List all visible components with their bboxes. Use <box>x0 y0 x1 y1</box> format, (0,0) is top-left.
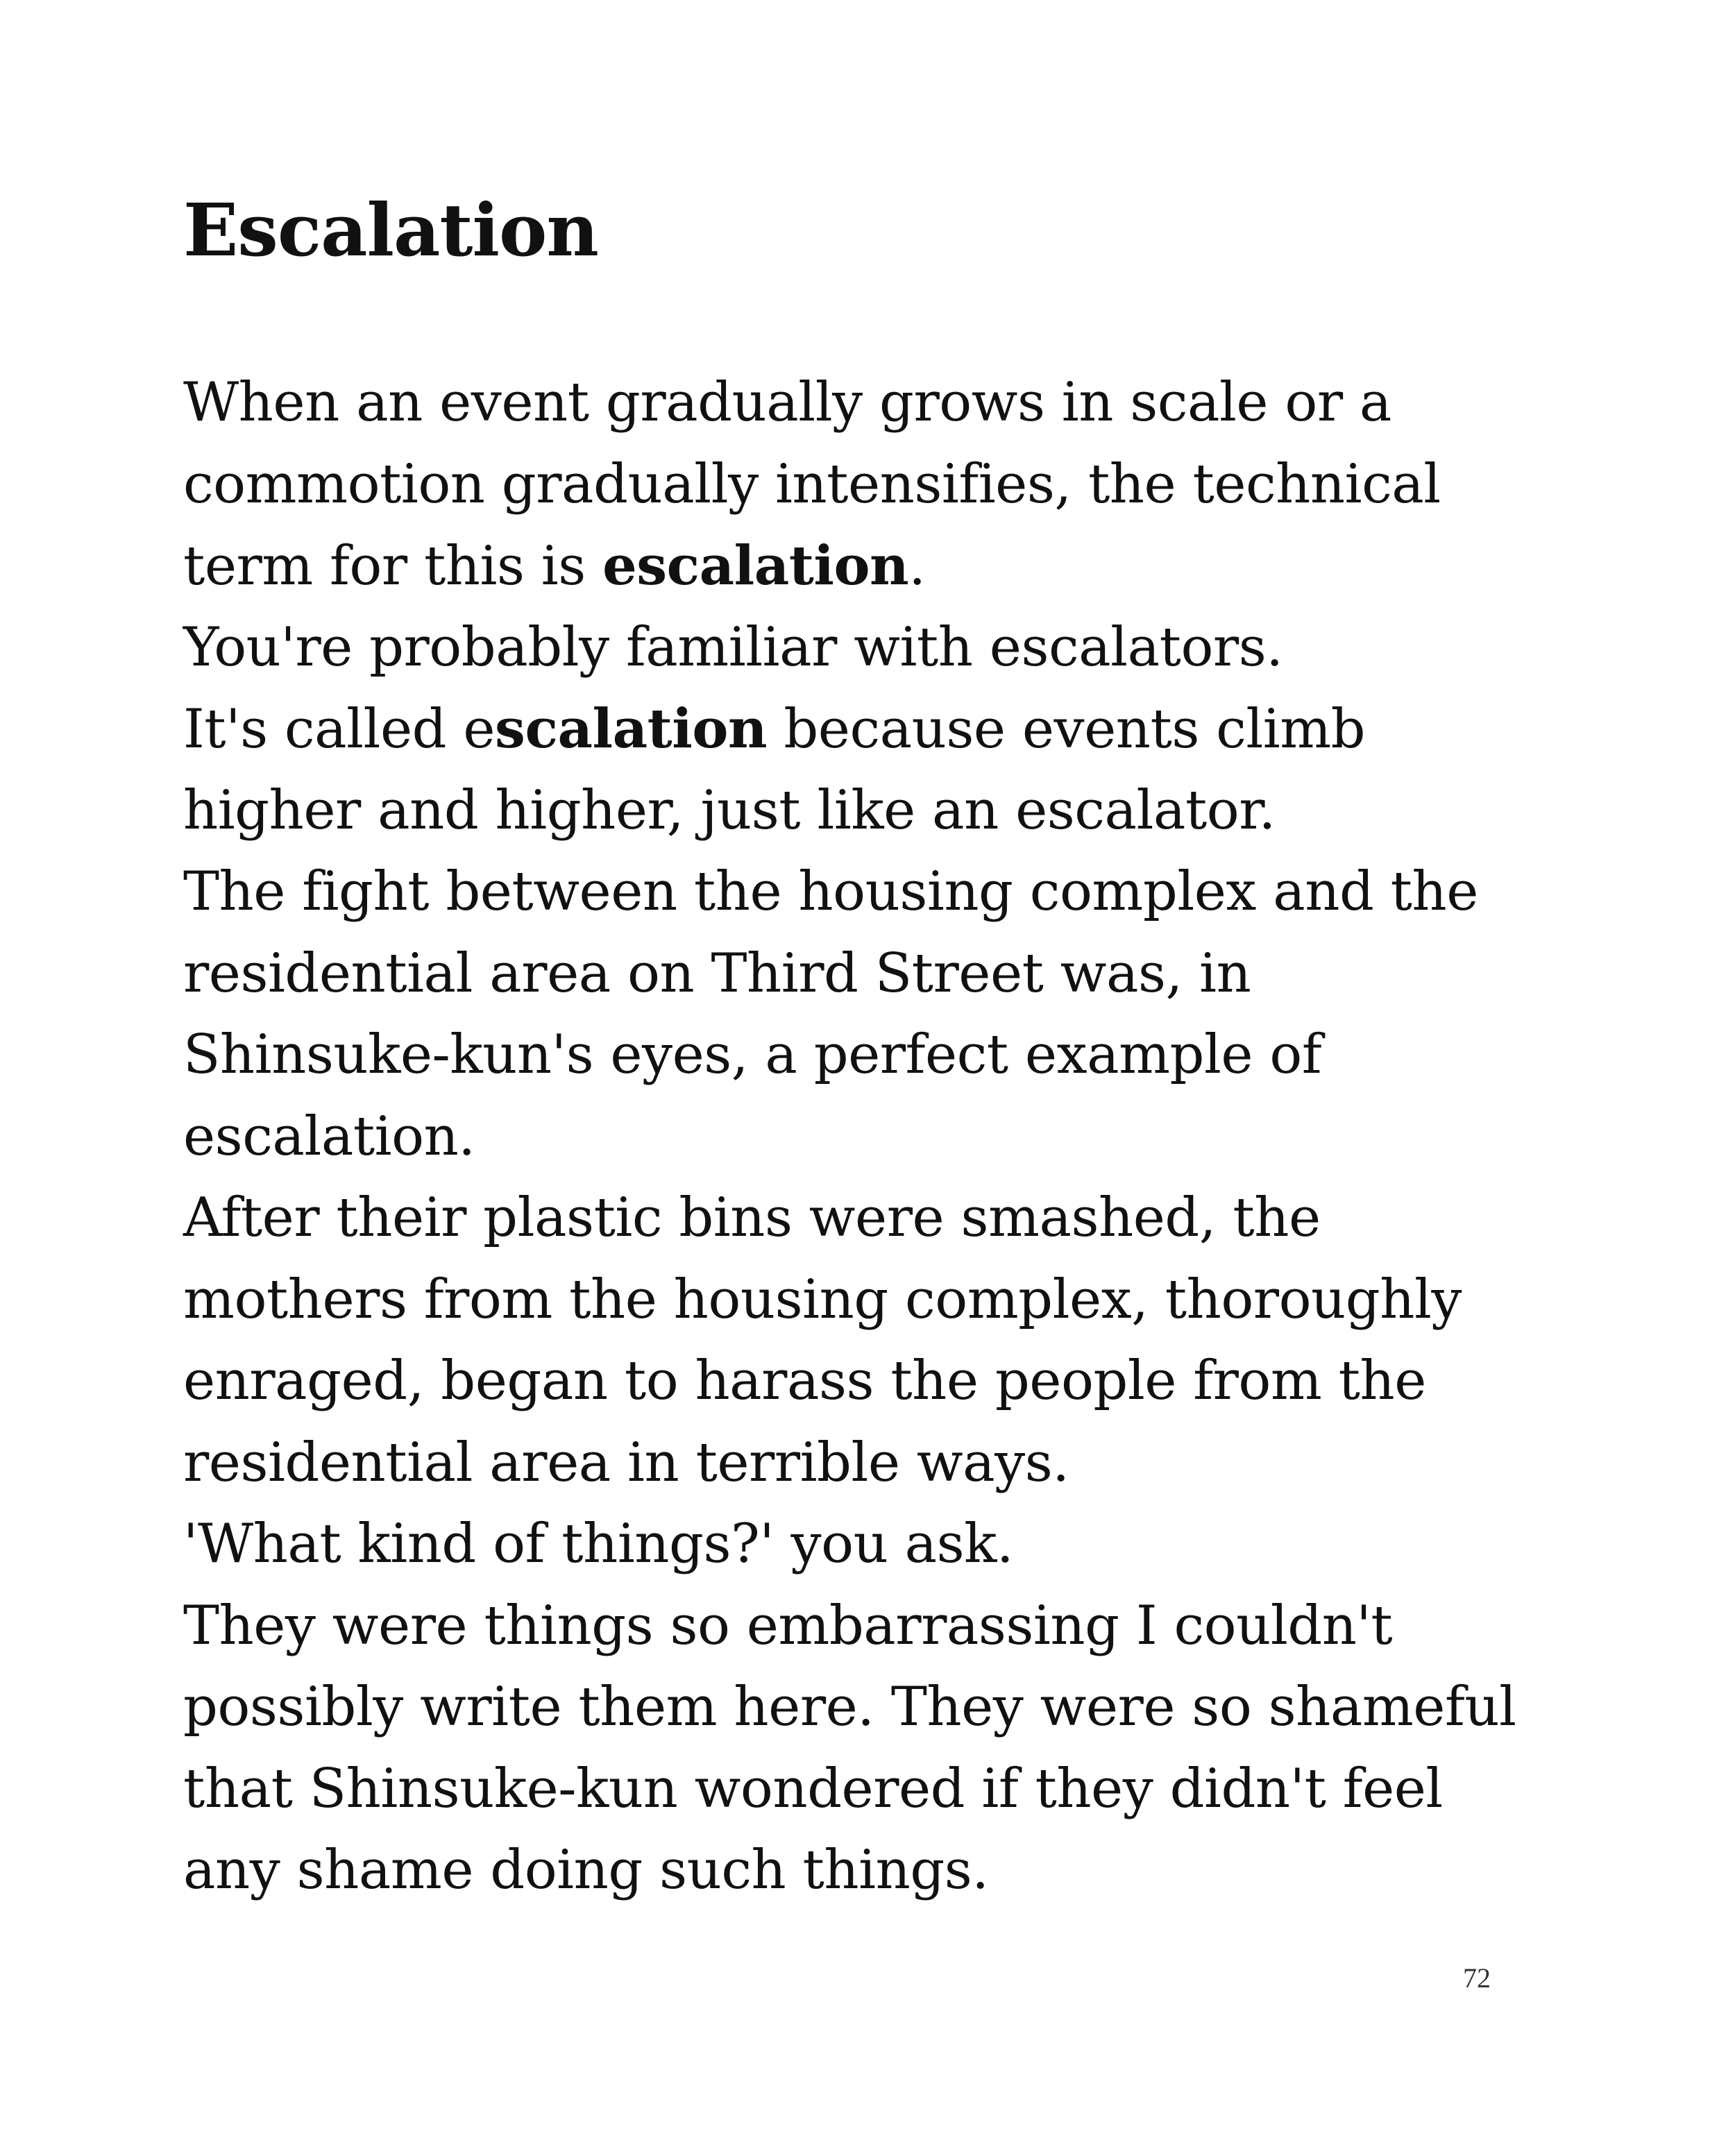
text-segment: mothers from the housing complex, thoroughly <box>183 1268 1462 1331</box>
text-line <box>183 1830 1710 1912</box>
text-line <box>183 1341 1710 1423</box>
text-segment: term for this is <box>183 535 603 597</box>
text-segment: 'What kind of things?' you ask. <box>183 1513 1014 1575</box>
text-line <box>183 1586 1710 1667</box>
text-segment: residential area in terrible ways. <box>183 1431 1069 1494</box>
body-text <box>183 362 1710 1912</box>
text-line <box>183 851 1710 933</box>
text-segment: You're probably familiar with escalators. <box>183 616 1283 679</box>
text-segment: The fight between the housing complex and the <box>183 860 1478 923</box>
text-line <box>183 1096 1710 1178</box>
text-segment: any shame doing such things. <box>183 1839 989 1901</box>
text-segment: that Shinsuke-kun wondered if they didn't feel <box>183 1757 1443 1820</box>
text-segment: They were things so embarrassing I couldn't <box>183 1594 1393 1657</box>
text-line <box>183 770 1710 852</box>
text-segment: When an event gradually grows in scale or a <box>183 371 1391 434</box>
bold-term: escalation <box>602 534 909 597</box>
text-line <box>183 1259 1710 1341</box>
text-segment: possibly write them here. They were so shameful <box>183 1676 1516 1738</box>
page-number: 72 <box>1463 1962 1491 1994</box>
text-segment: residential area on Third Street was, in <box>183 942 1251 1005</box>
text-segment: commotion gradually intensifies, the technical <box>183 452 1441 516</box>
bold-term: scalation <box>495 697 768 761</box>
text-segment: enraged, began to harass the people from the <box>183 1350 1426 1412</box>
text-line <box>183 1667 1710 1749</box>
text-segment: Shinsuke-kun's eyes, a perfect example of <box>183 1024 1322 1086</box>
text-line <box>183 1749 1710 1831</box>
text-line <box>183 525 1710 607</box>
text-line <box>183 688 1710 770</box>
text-line <box>183 607 1710 689</box>
text-line <box>183 1015 1710 1096</box>
text-segment: . <box>908 535 926 597</box>
text-segment: because events climb <box>767 698 1366 761</box>
text-line <box>183 444 1710 526</box>
text-segment: After their plastic bins were smashed, the <box>183 1187 1321 1249</box>
page-title: Escalation <box>183 187 598 273</box>
text-segment: escalation. <box>183 1105 475 1168</box>
text-line <box>183 362 1710 444</box>
text-segment: higher and higher, just like an escalator. <box>183 779 1276 842</box>
text-line <box>183 1504 1710 1586</box>
text-line <box>183 1178 1710 1259</box>
text-line <box>183 933 1710 1015</box>
text-line <box>183 1423 1710 1504</box>
text-segment: It's called e <box>183 698 496 761</box>
